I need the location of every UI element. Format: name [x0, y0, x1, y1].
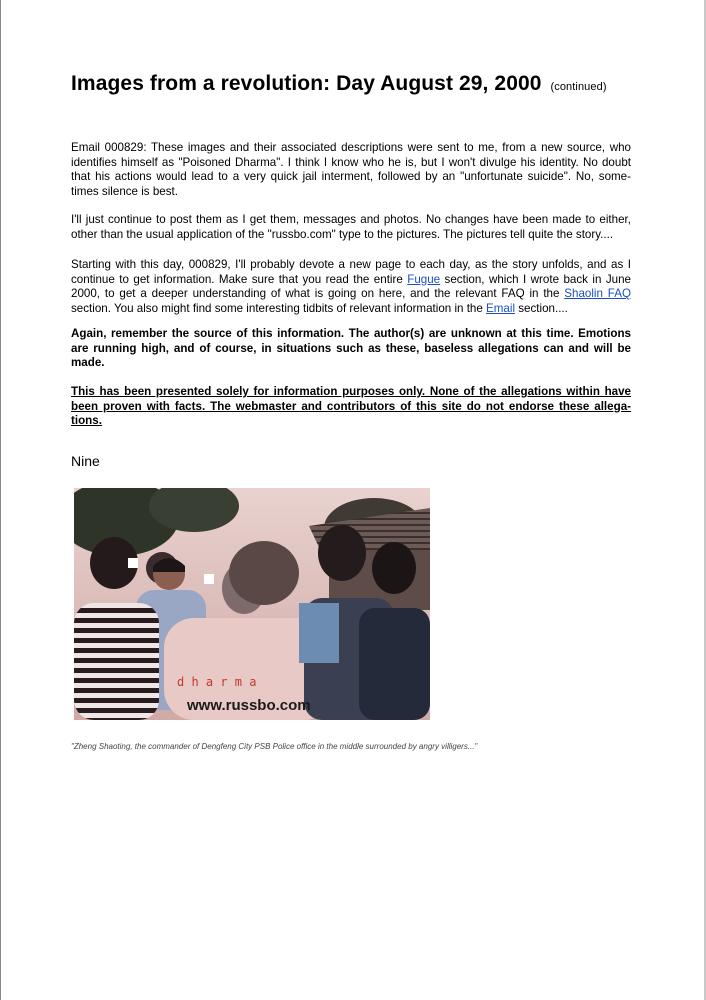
news-photo	[74, 488, 430, 720]
page-title-suffix: (continued)	[550, 81, 607, 93]
reading-guide-text-4: section....	[515, 301, 568, 315]
reading-guide-paragraph	[71, 258, 631, 316]
source-warning-paragraph: Again, remember the source of this information. The author(s) are unknown at this time. Emotions are running high, and of course, in situations such as these, baseless allegations can and will be made.	[71, 327, 631, 370]
section-heading: Nine	[71, 453, 100, 469]
reading-guide-text-1: Starting with this day, 000829, I'll probably devote a new page to each day, as the story unfolds, and as I continue to get information. Make sure that you read the entire	[71, 258, 631, 286]
reading-guide-text-2: section, which I wrote back in June 2000, to get a deeper understanding of what is going on here, and the relevant FAQ in the	[71, 272, 631, 301]
intro-paragraph: Email 000829: These images and their associated descriptions were sent to me, from a new source, who identifies himself as "Poisoned Dharma". I think I know who he is, but I won't divulge his identity. No doubt that his actions would lead to a very quick jail interment, followed by an "unfortunate suicide". No, some-times silence is best.	[71, 141, 631, 198]
posting-note-paragraph: I'll just continue to post them as I get them, messages and photos. No changes have been made to either, other than the usual application of the "russbo.com" type to the pictures. The pictures tell quite the story....	[71, 213, 631, 241]
page-border-left	[0, 0, 1, 1000]
article	[71, 70, 631, 751]
page-title-text: Images from a revolution: Day August 29, 2000	[71, 72, 542, 95]
disclaimer-paragraph: This has been presented solely for information purposes only. None of the allegations within have been proven with facts. The webmaster and contributors of this site do not endorse these allega-tions.	[71, 385, 631, 428]
page-title	[71, 70, 631, 101]
fugue-link[interactable]: Fugue	[407, 272, 441, 286]
email-link[interactable]: Email	[486, 301, 516, 315]
watermark-site: www.russbo.com	[187, 697, 311, 714]
watermark-name: d h a r m a	[177, 675, 257, 689]
shaolin-faq-link[interactable]: Shaolin FAQ	[564, 287, 631, 301]
photo-caption: "Zheng Shaoting, the commander of Dengfeng City PSB Police office in the middle surrounded by angry villigers..."	[71, 742, 478, 751]
crowd-photo-illustration	[74, 488, 430, 720]
reading-guide-text-3: section. You also might find some interesting tidbits of relevant information in the	[71, 301, 487, 315]
